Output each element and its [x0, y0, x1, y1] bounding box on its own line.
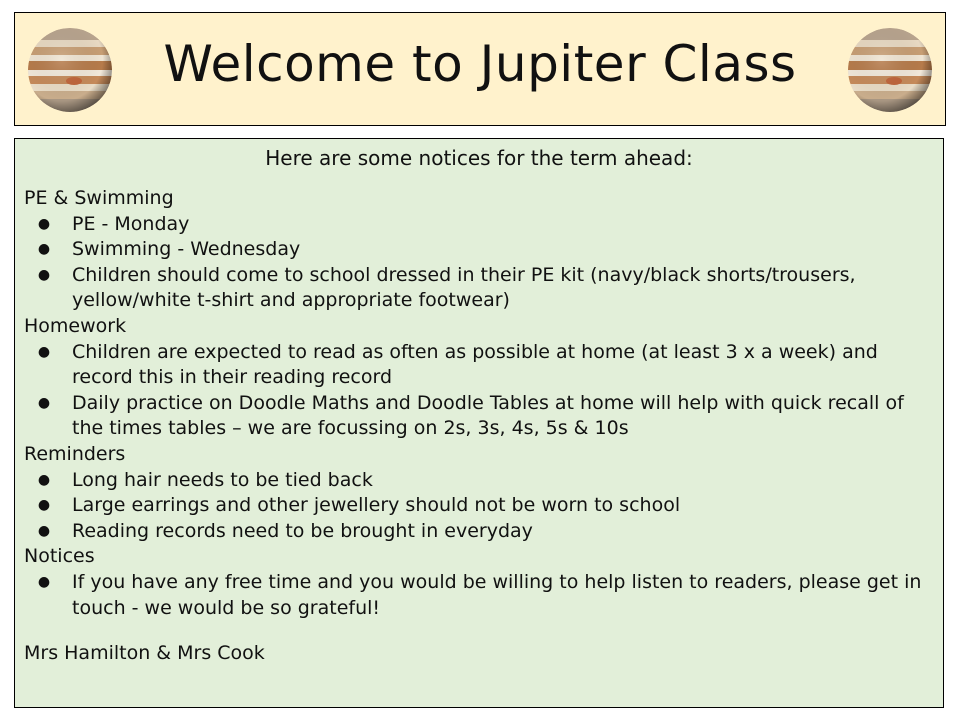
bullet-icon: ● [37, 471, 51, 488]
list-item [24, 263, 938, 314]
list-item [24, 519, 938, 545]
notices-panel [14, 138, 944, 708]
list-item [24, 340, 938, 391]
bullet-icon: ● [37, 215, 51, 232]
page-title: Welcome to Jupiter Class [163, 35, 797, 93]
list-item [24, 391, 938, 442]
section-heading: PE & Swimming [24, 187, 174, 209]
section-heading: Reminders [24, 442, 126, 465]
bullet-icon: ● [37, 522, 51, 539]
header-banner [14, 12, 946, 126]
list-item-text: Long hair needs to be tied back [72, 468, 373, 491]
list-item [24, 212, 938, 238]
list-item [24, 570, 938, 621]
list-item-text: If you have any free time and you would be willing to help listen to readers, please get in touch - we would be so grateful! [72, 570, 922, 619]
section-list [24, 468, 938, 545]
list-item [24, 468, 938, 494]
signature: Mrs Hamilton & Mrs Cook [24, 642, 265, 664]
list-item [24, 237, 938, 263]
list-item-text: Reading records need to be brought in everyday [72, 519, 533, 542]
bullet-icon: ● [37, 266, 51, 283]
list-item-text: Daily practice on Doodle Maths and Doodle Tables at home will help with quick recall of the times tables – we are focussing on 2s, 3s, 4s, 5s & 10s [72, 391, 904, 440]
list-item-text: Children are expected to read as often as possible at home (at least 3 x a week) and record this in their reading record [72, 340, 878, 389]
notices-intro: Here are some notices for the term ahead: [265, 146, 693, 170]
bullet-icon: ● [37, 343, 51, 360]
list-item-text: Children should come to school dressed in their PE kit (navy/black shorts/trousers, yellow/white t-shirt and appropriate footwear) [72, 263, 856, 312]
section-heading: Homework [24, 314, 127, 337]
section-list [24, 340, 938, 442]
list-item-text: PE - Monday [72, 212, 190, 235]
list-item-text: Swimming - Wednesday [72, 238, 301, 261]
notices-content [24, 186, 938, 621]
bullet-icon: ● [37, 497, 51, 514]
bullet-icon: ● [37, 573, 51, 590]
list-item [24, 493, 938, 519]
list-item-text: Large earrings and other jewellery should not be worn to school [72, 494, 681, 517]
bullet-icon: ● [37, 394, 51, 411]
bullet-icon: ● [37, 241, 51, 258]
jupiter-planet-icon [848, 28, 932, 112]
section-list [24, 212, 938, 314]
section-list [24, 570, 938, 621]
section-heading: Notices [24, 545, 95, 568]
